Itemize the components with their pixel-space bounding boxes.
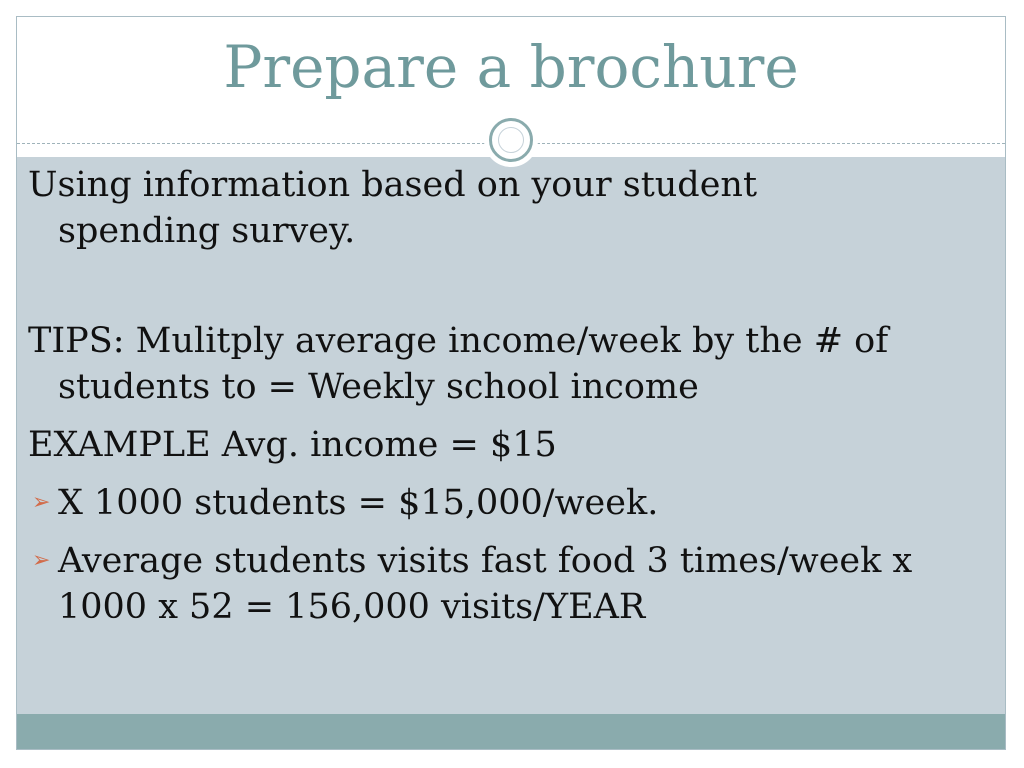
paragraph-tips — [28, 318, 968, 410]
arrow-bullet-icon: ➢ — [32, 490, 51, 515]
paragraph-tips-line1: TIPS: Mulitply average income/week by the # of — [28, 321, 889, 361]
paragraph-gap — [28, 254, 968, 318]
circle-ring — [489, 118, 533, 162]
bullet-item-visits — [28, 538, 968, 630]
slide-body — [28, 162, 968, 630]
paragraph-gap-small — [28, 526, 968, 538]
paragraph-survey — [28, 162, 968, 254]
paragraph-survey-line2: spending survey. — [58, 211, 356, 251]
paragraph-example-line1: EXAMPLE Avg. income = $15 — [28, 425, 557, 465]
paragraph-tips-line2: students to = Weekly school income — [58, 367, 699, 407]
bullet-visits-line1: Average students visits fast food 3 times/week x — [58, 541, 913, 581]
footer-band — [17, 714, 1005, 749]
bullet-students-line1: X 1000 students = $15,000/week. — [58, 483, 659, 523]
arrow-bullet-icon: ➢ — [32, 548, 51, 573]
paragraph-gap-small — [28, 468, 968, 480]
bullet-item-students — [28, 480, 968, 526]
circle-core — [498, 127, 524, 153]
paragraph-example — [28, 422, 968, 468]
circle-ornament-icon — [484, 113, 538, 167]
bullet-visits-line2: 1000 x 52 = 156,000 visits/YEAR — [58, 587, 646, 627]
paragraph-gap-small — [28, 410, 968, 422]
paragraph-survey-line1: Using information based on your student — [28, 165, 758, 205]
slide-title: Prepare a brochure — [223, 33, 799, 101]
